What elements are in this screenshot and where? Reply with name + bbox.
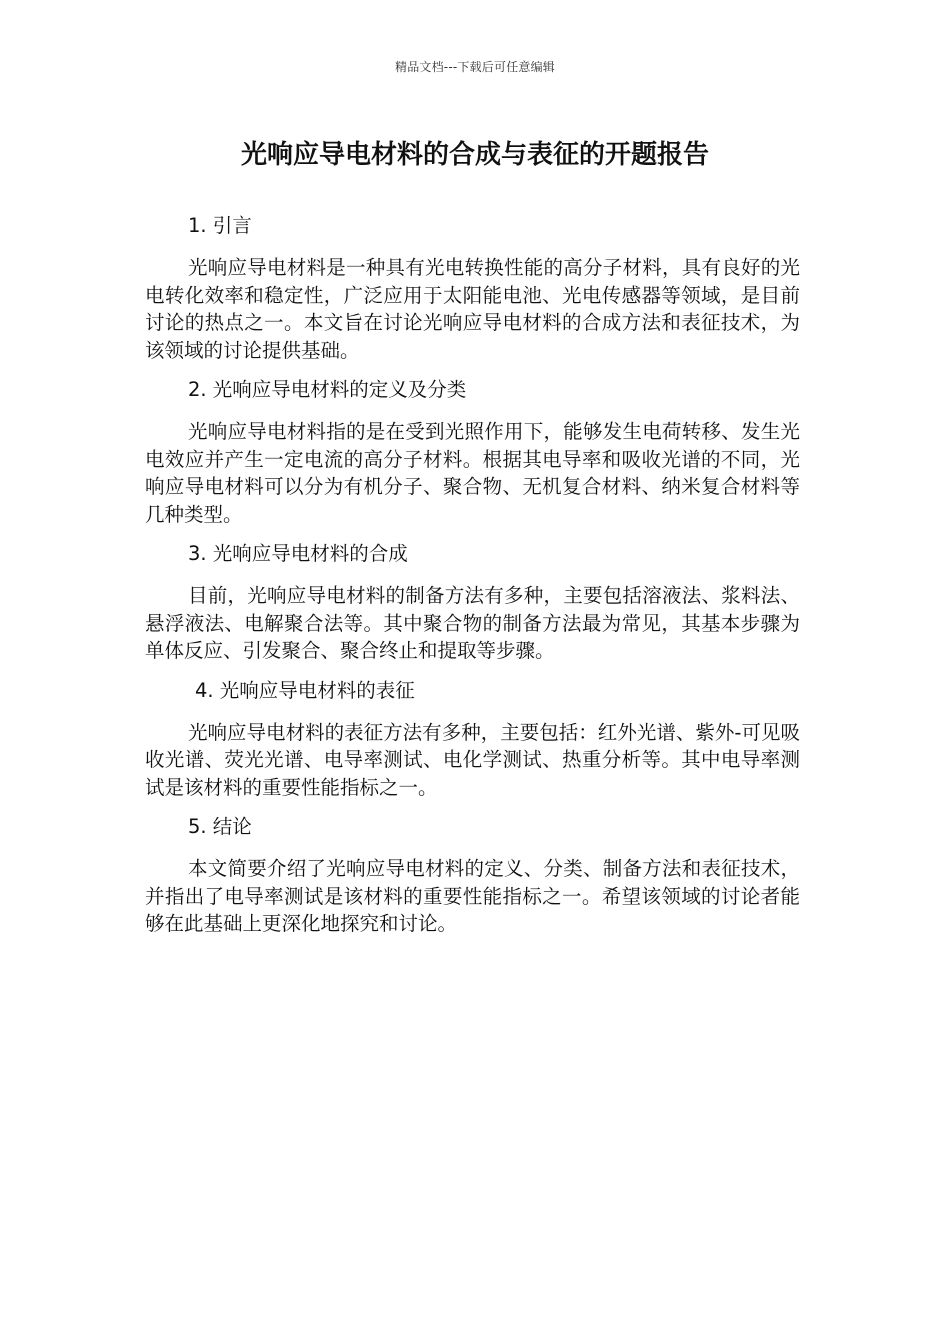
section-heading-definition: 2. 光响应导电材料的定义及分类 — [188, 378, 467, 401]
header-note: 精品文档---下载后可任意编辑 — [395, 60, 555, 74]
section-paragraph-introduction: 光响应导电材料是一种具有光电转换性能的高分子材料，具有良好的光电转化效率和稳定性，广泛应用于太阳能电池、光电传感器等领域，是目前讨论的热点之一。本文旨在讨论光响应导电材料的合成方法和表征技术，为该领域的讨论提供基础。 — [145, 256, 800, 362]
section-paragraph-characterization: 光响应导电材料的表征方法有多种，主要包括：红外光谱、紫外-可见吸收光谱、荧光光谱、电导率测试、电化学测试、热重分析等。其中电导率测试是该材料的重要性能指标之一。 — [145, 720, 800, 799]
section-paragraph-synthesis: 目前，光响应导电材料的制备方法有多种，主要包括溶液法、浆料法、悬浮液法、电解聚合法等。其中聚合物的制备方法最为常见，其基本步骤为单体反应、引发聚合、聚合终止和提取等步骤。 — [145, 584, 800, 662]
section-heading-introduction: 1. 引言 — [188, 214, 252, 237]
section-paragraph-conclusion: 本文简要介绍了光响应导电材料的定义、分类、制备方法和表征技术，并指出了电导率测试是该材料的重要性能指标之一。希望该领域的讨论者能够在此基础上更深化地探究和讨论。 — [145, 857, 800, 935]
section-heading-synthesis: 3. 光响应导电材料的合成 — [188, 542, 408, 565]
section-paragraph-definition: 光响应导电材料指的是在受到光照作用下，能够发生电荷转移、发生光电效应并产生一定电流的高分子材料。根据其电导率和吸收光谱的不同，光响应导电材料可以分为有机分子、聚合物、无机复合材料、纳米复合材料等几种类型。 — [145, 420, 800, 526]
section-heading-characterization: 4. 光响应导电材料的表征 — [195, 678, 415, 702]
document-body — [145, 212, 800, 950]
section-heading-conclusion: 5. 结论 — [188, 815, 252, 838]
document-title: 光响应导电材料的合成与表征的开题报告 — [240, 140, 709, 170]
